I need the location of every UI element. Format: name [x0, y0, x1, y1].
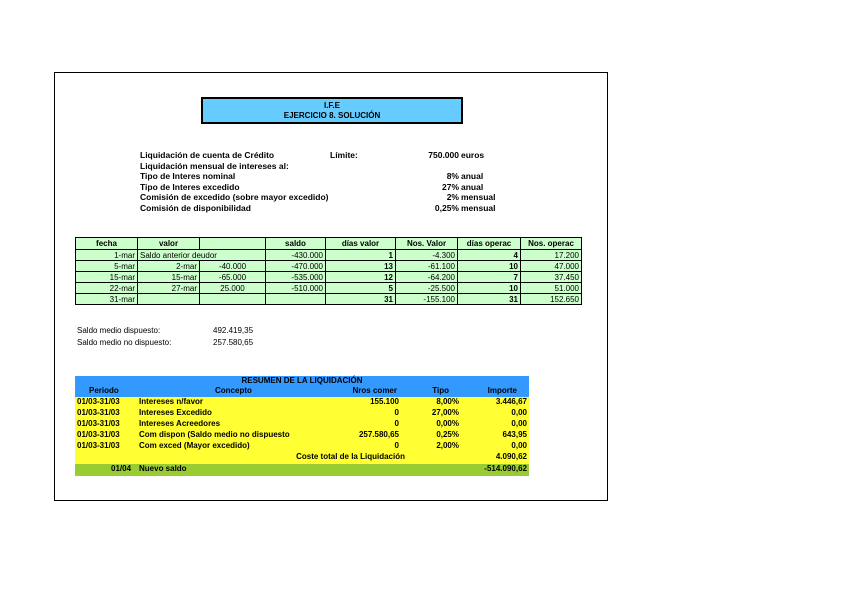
summary-nros: 0 [394, 419, 399, 428]
cell-saldo [266, 294, 326, 305]
col-header: días valor [326, 238, 396, 250]
param-value: 8% [446, 171, 459, 181]
cell-saldo: -535.000 [266, 272, 326, 283]
summary-periodo: 01/03-31/03 [77, 408, 120, 417]
param-row [140, 192, 590, 203]
param-value: 0,25% [434, 202, 459, 213]
col-header: Nros comer [352, 386, 397, 395]
col-header: valor [138, 238, 200, 250]
summary-title: RESUMEN DE LA LIQUIDACIÓN [241, 376, 363, 385]
summary-importe: 0,00 [511, 408, 527, 417]
saldo-medio-value: 257.580,65 [213, 338, 254, 347]
param-unit: mensual [461, 202, 496, 213]
summary-importe: 3.446,67 [495, 397, 527, 406]
cell-valor [138, 294, 200, 305]
param-row [140, 171, 590, 182]
cell-fecha: 31-mar [76, 294, 138, 305]
summary-tipo: 2,00% [436, 441, 459, 450]
summary-total-label: Coste total de la Liquidación [296, 452, 405, 461]
saldo-medio-row [77, 337, 377, 349]
col-header: fecha [76, 238, 138, 250]
col-header: Concepto [215, 386, 252, 395]
summary-concepto: Intereses Excedido [139, 408, 212, 417]
param-row [140, 161, 590, 172]
table-row [76, 272, 582, 283]
title-box [201, 97, 463, 124]
cell-dias-valor: 5 [326, 283, 396, 294]
cell-dias-valor: 31 [326, 294, 396, 305]
param-label: Liquidación de cuenta de Crédito [140, 150, 275, 160]
summary-row [75, 441, 529, 452]
title-line2: EJERCICIO 8. SOLUCIÓN [283, 111, 381, 120]
col-header: Nos. Valor [396, 238, 458, 250]
cell-dias-valor: 13 [326, 261, 396, 272]
cell-dias-operac: 31 [458, 294, 521, 305]
cell-nos-valor: -155.100 [396, 294, 458, 305]
summary-concepto: Intereses n/favor [139, 397, 204, 406]
cell-nos-operac: 47.000 [521, 261, 582, 272]
summary-final-value: -514.090,62 [484, 464, 527, 473]
param-unit: mensual [461, 192, 496, 202]
summary-nros: 155.100 [370, 397, 399, 406]
cell-nos-operac: 51.000 [521, 283, 582, 294]
cell-dias-valor: 12 [326, 272, 396, 283]
cell-dias-valor: 1 [326, 250, 396, 261]
cell-dias-operac: 4 [458, 250, 521, 261]
col-header: Periodo [89, 386, 119, 395]
summary-periodo: 01/03-31/03 [77, 441, 120, 450]
summary-nros: 257.580,65 [358, 430, 399, 439]
col-header: Nos. operac [521, 238, 582, 250]
summary-concepto: Com dispon (Saldo medio no dispuesto [139, 430, 290, 439]
summary-periodo: 01/03-31/03 [77, 419, 120, 428]
cell-importe: -65.000 [200, 272, 266, 283]
summary-nros: 0 [394, 441, 399, 450]
saldo-medio-label: Saldo medio no dispuesto: [77, 338, 172, 347]
summary-nros: 0 [394, 408, 399, 417]
summary-row [75, 430, 529, 441]
col-header [200, 238, 266, 250]
cell-saldo: -430.000 [266, 250, 326, 261]
param-label: Tipo de Interes excedido [140, 181, 240, 192]
summary-tipo: 0,00% [436, 419, 459, 428]
cell-importe: 25.000 [200, 283, 266, 294]
cell-valor: 27-mar [138, 283, 200, 294]
summary-row [75, 397, 529, 408]
summary-table [75, 376, 529, 476]
saldo-medio-value: 492.419,35 [213, 326, 254, 335]
summary-row [75, 408, 529, 419]
param-row [140, 150, 590, 161]
cell-nos-operac: 17.200 [521, 250, 582, 261]
param-label: Comisión de disponibilidad [140, 202, 251, 213]
col-header: días operac [458, 238, 521, 250]
col-header: saldo [266, 238, 326, 250]
summary-periodo: 01/03-31/03 [77, 397, 120, 406]
cell-nos-operac: 152.650 [521, 294, 582, 305]
param-row [140, 182, 590, 193]
cell-nos-valor: -4.300 [396, 250, 458, 261]
summary-importe: 643,95 [502, 430, 527, 439]
cell-fecha: 1-mar [76, 250, 138, 261]
summary-header [75, 376, 529, 397]
operations-table [75, 237, 582, 305]
cell-fecha: 15-mar [76, 272, 138, 283]
table-row [76, 294, 582, 305]
summary-final-row [75, 464, 529, 476]
param-value: 27% [441, 181, 459, 192]
summary-periodo: 01/03-31/03 [77, 430, 120, 439]
summary-importe: 0,00 [511, 441, 527, 450]
table-header-row [76, 238, 582, 250]
param-mid: Límite: [330, 150, 358, 160]
summary-total-row [75, 452, 529, 464]
summary-importe: 0,00 [511, 419, 527, 428]
col-header: Tipo [432, 386, 449, 395]
table-row [76, 261, 582, 272]
cell-nos-operac: 37.450 [521, 272, 582, 283]
param-value: 750.000 [428, 150, 459, 160]
param-row [140, 203, 590, 214]
param-value: 2% [446, 192, 459, 202]
param-label: Liquidación mensual de intereses al: [140, 160, 289, 171]
cell-nos-valor: -64.200 [396, 272, 458, 283]
cell-nos-valor: -61.100 [396, 261, 458, 272]
saldo-medio-label: Saldo medio dispuesto: [77, 326, 161, 335]
cell-valor: 2-mar [138, 261, 200, 272]
cell-valor: 15-mar [138, 272, 200, 283]
cell-fecha: 22-mar [76, 283, 138, 294]
summary-concepto: Com exced (Mayor excedido) [139, 441, 250, 450]
table-row [76, 250, 582, 261]
param-unit: euros [461, 150, 485, 160]
cell-dias-operac: 7 [458, 272, 521, 283]
cell-nos-valor: -25.500 [396, 283, 458, 294]
summary-concepto: Intereses Acreedores [139, 419, 221, 428]
summary-final-label: Nuevo saldo [139, 464, 187, 473]
table-row [76, 283, 582, 294]
saldo-medio-block [77, 325, 377, 349]
cell-fecha: 5-mar [76, 261, 138, 272]
cell-dias-operac: 10 [458, 261, 521, 272]
summary-tipo: 27,00% [431, 408, 459, 417]
cell-importe: -40.000 [200, 261, 266, 272]
param-unit: anual [461, 181, 484, 192]
summary-tipo: 0,25% [436, 430, 459, 439]
summary-col-headers [75, 386, 529, 397]
cell-saldo: -470.000 [266, 261, 326, 272]
summary-tipo: 8,00% [436, 397, 459, 406]
saldo-medio-row [77, 325, 377, 337]
summary-final-date: 01/04 [111, 464, 132, 473]
title-line1: I.F.E [323, 101, 340, 110]
param-label: Tipo de Interes nominal [140, 171, 236, 181]
cell-saldo: -510.000 [266, 283, 326, 294]
parameters-block [140, 150, 590, 213]
param-unit: anual [461, 171, 484, 181]
cell-dias-operac: 10 [458, 283, 521, 294]
cell-importe [200, 294, 266, 305]
col-header: Importe [487, 386, 517, 395]
cell-valor: Saldo anterior deudor [138, 250, 266, 261]
summary-total-value: 4.090,62 [495, 452, 527, 461]
param-label: Comisión de excedido (sobre mayor excedido) [140, 192, 329, 202]
summary-row [75, 419, 529, 430]
